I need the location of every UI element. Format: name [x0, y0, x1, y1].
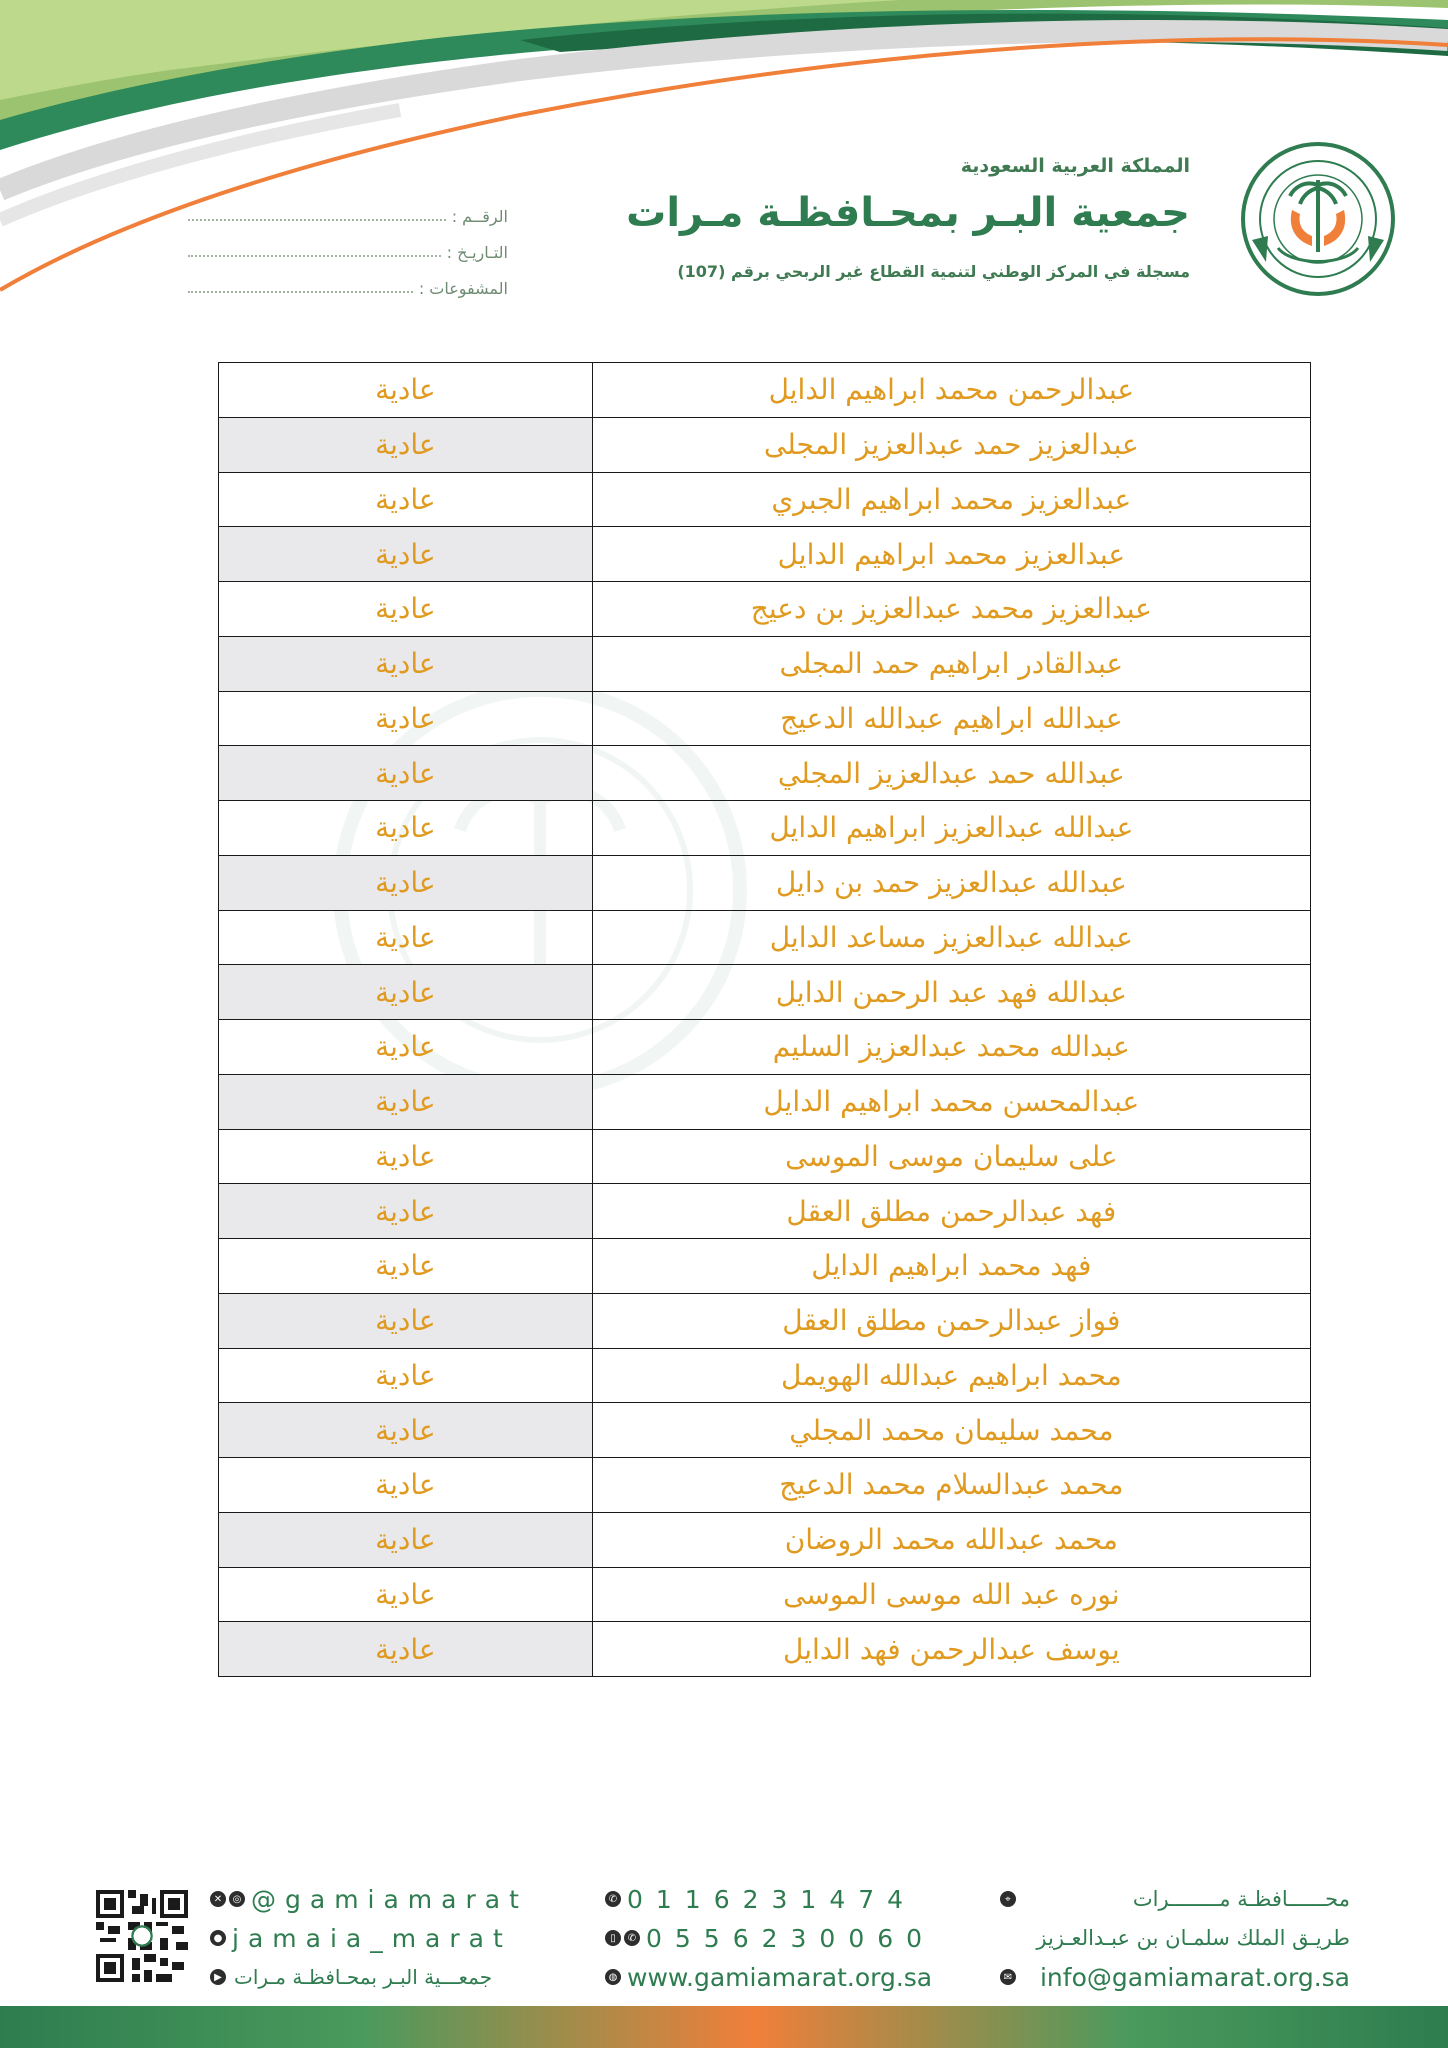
whatsapp-line [605, 1923, 965, 1953]
street-line [1000, 1923, 1350, 1953]
attachments-field [188, 272, 508, 298]
membership-type-cell: عادية [219, 691, 593, 746]
table-row [219, 1458, 1311, 1513]
member-name-cell: يوسف عبدالرحمن فهد الدايل [592, 1622, 1310, 1677]
organization-name: جمعية البـر بمحـافظـة مـرات [626, 190, 1190, 236]
member-name-cell: محمد سليمان محمد المجلي [592, 1403, 1310, 1458]
membership-type-cell: عادية [219, 965, 593, 1020]
member-name-cell: عبدالرحمن محمد ابراهيم الدايل [592, 363, 1310, 418]
membership-type-cell: عادية [219, 1293, 593, 1348]
table-row [219, 417, 1311, 472]
table-row [219, 1020, 1311, 1075]
snapchat-line [210, 1923, 570, 1953]
table-row [219, 746, 1311, 801]
table-row [219, 965, 1311, 1020]
membership-type-cell: عادية [219, 1020, 593, 1075]
snapchat-handle[interactable]: jamaia_marat [232, 1923, 512, 1953]
qr-code [96, 1890, 188, 1982]
phone-line [605, 1884, 965, 1914]
website-line [605, 1962, 965, 1992]
membership-type-cell: عادية [219, 1567, 593, 1622]
footer-contact-column [605, 1884, 965, 1992]
member-name-cell: عبدالله محمد عبدالعزيز السليم [592, 1020, 1310, 1075]
date-label: التـاريـخ : [446, 243, 508, 262]
membership-type-cell: عادية [219, 472, 593, 527]
member-name-cell: عبدالله عبدالعزيز مساعد الدايل [592, 910, 1310, 965]
membership-type-cell: عادية [219, 910, 593, 965]
member-name-cell: على سليمان موسى الموسى [592, 1129, 1310, 1184]
email-line [1000, 1962, 1350, 1992]
membership-type-cell: عادية [219, 1458, 593, 1513]
kingdom-title: المملكة العربية السعودية [960, 155, 1190, 177]
snapchat-icon: ● [210, 1930, 226, 1946]
footer-social-column [210, 1884, 570, 1992]
member-name-cell: نوره عبد الله موسى الموسى [592, 1567, 1310, 1622]
whatsapp-icon: ✆ [624, 1930, 640, 1946]
table-row [219, 1512, 1311, 1567]
membership-type-cell: عادية [219, 1348, 593, 1403]
table-row [219, 527, 1311, 582]
registration-note: مسجلة في المركز الوطني لتنمية القطاع غير الربحي برقم (107) [677, 262, 1190, 281]
society-logo [1232, 140, 1404, 298]
member-name-cell: عبدالعزيز محمد عبدالعزيز بن دعيج [592, 582, 1310, 637]
membership-type-cell: عادية [219, 746, 593, 801]
member-name-cell: عبدالله فهد عبد الرحمن الدايل [592, 965, 1310, 1020]
mobile-icon: ▯ [605, 1930, 621, 1946]
members-table [218, 362, 1311, 1677]
social-handle[interactable]: @gamiamarat [251, 1884, 528, 1914]
instagram-icon: ◎ [229, 1891, 245, 1907]
membership-type-cell: عادية [219, 801, 593, 856]
membership-type-cell: عادية [219, 1239, 593, 1294]
footer-gradient-bar [0, 2006, 1448, 2048]
table-row [219, 363, 1311, 418]
youtube-line [210, 1962, 570, 1992]
street-address: طريـق الملك سلمـان بن عبـدالعـزيز [1036, 1926, 1350, 1950]
membership-type-cell: عادية [219, 1074, 593, 1129]
membership-type-cell: عادية [219, 363, 593, 418]
table-row [219, 582, 1311, 637]
membership-type-cell: عادية [219, 1622, 593, 1677]
number-field [188, 200, 508, 226]
member-name-cell: عبدالمحسن محمد ابراهيم الدايل [592, 1074, 1310, 1129]
table-row [219, 801, 1311, 856]
table-row [219, 691, 1311, 746]
table-row [219, 1622, 1311, 1677]
membership-type-cell: عادية [219, 1512, 593, 1567]
whatsapp-number[interactable]: 0556230060 [646, 1923, 936, 1953]
member-name-cell: عبدالله حمد عبدالعزيز المجلي [592, 746, 1310, 801]
member-name-cell: فواز عبدالرحمن مطلق العقل [592, 1293, 1310, 1348]
member-name-cell: محمد ابراهيم عبدالله الهويمل [592, 1348, 1310, 1403]
table-row [219, 1239, 1311, 1294]
member-name-cell: عبدالعزيز محمد ابراهيم الجبري [592, 472, 1310, 527]
member-name-cell: فهد محمد ابراهيم الدايل [592, 1239, 1310, 1294]
table-row [219, 636, 1311, 691]
number-label: الرقــم : [451, 207, 508, 226]
attachments-label: المشفوعات : [418, 279, 508, 298]
member-name-cell: عبدالله عبدالعزيز ابراهيم الدايل [592, 801, 1310, 856]
table-row [219, 1293, 1311, 1348]
member-name-cell: عبدالله ابراهيم عبدالله الدعيج [592, 691, 1310, 746]
membership-type-cell: عادية [219, 1129, 593, 1184]
table-row [219, 1074, 1311, 1129]
table-row [219, 1567, 1311, 1622]
membership-type-cell: عادية [219, 1184, 593, 1239]
membership-type-cell: عادية [219, 636, 593, 691]
social-handle-line [210, 1884, 570, 1914]
member-name-cell: عبدالقادر ابراهيم حمد المجلى [592, 636, 1310, 691]
city-name: محــــــافظـة مــــــــرات [1132, 1887, 1350, 1911]
member-name-cell: محمد عبدالله محمد الروضان [592, 1512, 1310, 1567]
membership-type-cell: عادية [219, 527, 593, 582]
phone-icon: ✆ [605, 1891, 621, 1907]
x-icon: ✕ [210, 1891, 226, 1907]
table-row [219, 1184, 1311, 1239]
footer-address-column [1000, 1884, 1350, 1992]
mail-icon: ✉ [1000, 1969, 1016, 1985]
member-name-cell: فهد عبدالرحمن مطلق العقل [592, 1184, 1310, 1239]
youtube-channel[interactable]: جمعـــية البـر بمحـافظـة مـرات [234, 1965, 493, 1989]
website-link[interactable]: www.gamiamarat.org.sa [627, 1962, 933, 1992]
city-line [1000, 1884, 1350, 1914]
table-row [219, 1403, 1311, 1458]
membership-type-cell: عادية [219, 855, 593, 910]
membership-type-cell: عادية [219, 1403, 593, 1458]
table-row [219, 1129, 1311, 1184]
youtube-icon: ▶ [210, 1969, 226, 1985]
table-row [219, 910, 1311, 965]
member-name-cell: عبدالله عبدالعزيز حمد بن دايل [592, 855, 1310, 910]
globe-icon: ◍ [605, 1969, 621, 1985]
membership-type-cell: عادية [219, 582, 593, 637]
member-name-cell: محمد عبدالسلام محمد الدعيج [592, 1458, 1310, 1513]
membership-type-cell: عادية [219, 417, 593, 472]
table-row [219, 472, 1311, 527]
location-pin-icon: ⌖ [1000, 1891, 1016, 1907]
phone-number[interactable]: 0116231474 [627, 1884, 917, 1914]
date-field [188, 236, 508, 262]
member-name-cell: عبدالعزيز حمد عبدالعزيز المجلى [592, 417, 1310, 472]
table-row [219, 1348, 1311, 1403]
member-name-cell: عبدالعزيز محمد ابراهيم الدايل [592, 527, 1310, 582]
email-address[interactable]: info@gamiamarat.org.sa [1039, 1962, 1350, 1992]
table-row [219, 855, 1311, 910]
